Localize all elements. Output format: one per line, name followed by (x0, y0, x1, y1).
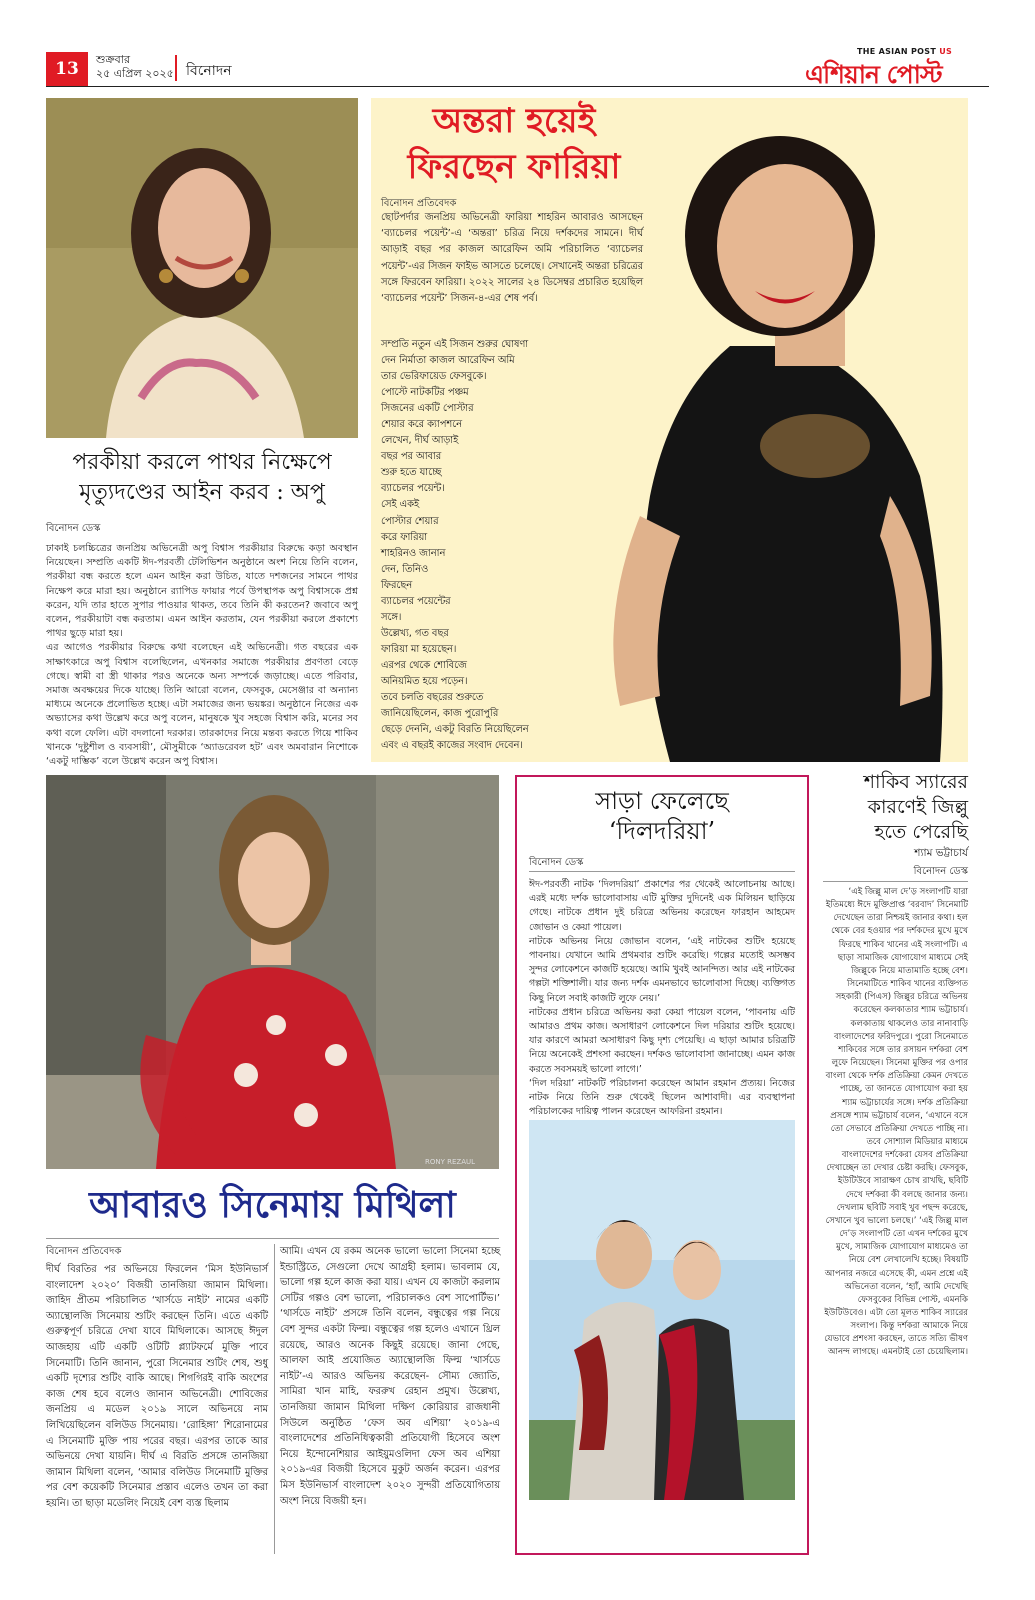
faria-headline-line1: অন্তরা হয়েই (432, 101, 596, 141)
dildoriya-rule (529, 871, 795, 872)
faria-line: শাহরিনও জানান (381, 547, 446, 559)
faria-line: ফিরছেন (381, 579, 413, 591)
section-name: বিনোদন (186, 63, 232, 79)
shakib-headline (823, 770, 968, 845)
faria-line: করে ফারিয়া (381, 531, 428, 543)
faria-line: দেন নির্মাতা কাজল আরেফিন অমি (381, 355, 515, 367)
mithila-headline: আবারও সিনেমায় মিথিলা (89, 1184, 456, 1226)
dildoriya-headline-line1: সাড়া ফেলেছে (595, 787, 729, 815)
date-block (96, 53, 174, 81)
apu-paragraph-2: এর আগেও পরকীয়ার বিরুদ্ধে কথা বলেছেন এই অভিনেত্রী। গত বছরের এক সাক্ষাৎকারে অপু বিশ্বাস বলেছিলেন, এখনকার সমাজে পরকীয়ার প্রবণতা বেড়ে গেছে। স্বামী বা স্ত্রী থাকার পরও অনেকে অন্য সম্পর্কে জড়াচ্ছে। এতে পরিবার, সমাজ অবক্ষয়ের দিকে যাচ্ছে। তিনি আরো বলেন, ফেসবুক, মেসেঞ্জার বা অন্যান্য মাধ্যমে অনেকে প্রলোভিত হচ্ছে। এটা সমাজের জন্য ভয়ঙ্কর। অনুষ্ঠানে নিজের এক অভ্যাসের কথা উল্লেখ করে অপু বলেন, মানুষকে খুব সহজে বিশ্বাস করি, মনের সব কথা বলে ফেলি। এটা বদলানো দরকার। তারকাদের নিয়ে মন্তব্য করতে গিয়ে শাকিব খানকে ‘দুষ্টুশীল ও ব্যবসায়ী’, মৌসুমীকে ‘অ্যাডরেবল হট’ এবং অমবারান নিশোকে ‘একটু দাম্ভিক’ বলে উল্লেখ করেন অপু বিশ্বাস। (46, 642, 358, 768)
apu-byline: বিনোদন ডেস্ক (46, 523, 101, 534)
masthead-logo: এশিয়ান পোস্ট (805, 60, 942, 89)
dildoriya-photo (529, 1120, 795, 1500)
mithila-col1: দীর্ঘ বিরতির পর অভিনয়ে ফিরলেন ‘মিস ইউনিভার্স বাংলাদেশ ২০২০’ বিজয়ী তানজিয়া জামান মিথিলা। জাহিদ প্রীতম পরিচালিত ‘খার্সডে নাইট’ নামের একটি অ্যান্থোলজি সিনেমায় শুটিং করছেন তিনি। এতে একটি গুরুত্বপূর্ণ চরিত্রে দেখা যাবে মিথিলাকে। আসছে ঈদুল আজহায় এটি একটি ওটিটি প্ল্যাটফর্মে মুক্তি পাবে সিনেমাটি। তিনি জানান, পুরো সিনেমার শুটিং শেষ, শুধু একটি দৃশ্যের শুটিং বাকি আছে। শিগগিরই বাকি অংশের কাজ শেষ হবে বলেও জানান অভিনেত্রী। শোবিজের জনপ্রিয় এ মডেল ২০১৯ সালে অভিনয়ে নাম লিখিয়েছিলেন বলিউড সিনেমায়। ‘রোহিঙ্গা’ শিরোনামের এ সিনেমাটি মুক্তি পায় পরের বছর। এরপর তাকে আর অভিনয়ে দেখা যায়নি। দীর্ঘ এ বিরতি প্রসঙ্গে তানজিয়া জামান মিথিলা বলেন, ‘আমার বলিউড সিনেমাটি মুক্তির পর বেশ কয়েকটি সিনেমার প্রস্তাব এলেও তখন তা করা হয়নি। তা ছাড়া মডেলিং নিয়েই বেশ ব্যস্ত ছিলাম (46, 1264, 268, 1509)
faria-byline: বিনোদন প্রতিবেদক (381, 198, 457, 209)
dildoriya-paragraph-4: ‘দিল দরিয়া’ নাটকটি পরিচালনা করেছেন আমান রহমান প্রত্যয়। নিজের নাটক নিয়ে তিনি শুরু থেকেই ছিলেন আশাবাদী। এর ব্যবস্থাপনা পরিচালকের দায়িত্ব পালন করেছেন আফরিনা রহমান। (529, 1077, 795, 1118)
faria-line: তার ভেরিফায়েড ফেসবুকে। (381, 371, 487, 383)
dildoriya-paragraph-3: নাটকের প্রধান চরিত্রে অভিনয় করা কেয়া পায়েল বলেন, ‘পাবনায় এটি আমারও প্রথম কাজ। অসাধারণ লোকেশনে দিল দরিয়ার শুটিং হয়েছে। যার কারণে আমরা অসাধারণ কিছু দৃশ্য পেয়েছি। এ ছাড়া আমার চরিত্রটি নিয়ে অনেকেই প্রশংসা করছেন। দর্শকও ভালোবাসা জানাচ্ছে। এমন কাজ করতে সবসময়ই ভালো লাগে।’ (529, 1006, 795, 1075)
page-number: 13 (46, 52, 88, 86)
faria-headline-line2: ফিরছেন ফারিয়া (407, 147, 621, 187)
faria-line: দেন, তিনিও (381, 563, 429, 575)
shakib-rule (823, 881, 968, 882)
faria-body-lines (381, 337, 641, 754)
faria-line: সম্প্রতি নতুন এই সিজন শুরুর ঘোষণা (381, 339, 529, 350)
faria-line: অনিয়মিত হয়ে পড়েন। (381, 675, 468, 687)
faria-line: এবং এ বছরই কাজের সংবাদ দেবেন। (381, 740, 523, 752)
masthead-english-text: THE ASIAN POST (857, 47, 937, 56)
dildoriya-paragraph-2: নাটকে অভিনয় নিয়ে জোভান বলেন, ‘এই নাটকের শুটিং হয়েছে পাবনায়। যেখানে আমি প্রথমবার শুটিং করেছি। গল্পের মতোই অসম্ভব সুন্দর লোকেশনে কাজটি হয়েছে। আমি খুবই আনন্দিত। আর এই নাটকের গল্পটা শক্তিশালী। যার জন্য দর্শক এমনভাবে ভালোবাসা দিচ্ছে। ব্যক্তিগত কিছু নিলে সবাই কাজটি লুফে নেয়।’ (529, 935, 795, 1004)
header-rule (46, 86, 989, 87)
dildoriya-byline: বিনোদন ডেস্ক (529, 857, 584, 868)
mithila-col-divider (274, 1244, 275, 1554)
faria-line: ব্যাচেলর পয়েন্ট। (381, 483, 445, 495)
apu-headline (46, 448, 358, 508)
faria-intro: ছোটপর্দার জনপ্রিয় অভিনেত্রী ফারিয়া শাহরিন আবারও আসছেন ‘ব্যাচেলর পয়েন্ট’-এ ‘অন্তরা’ চরিত্র নিয়ে দর্শকদের সামনে। দীর্ঘ আড়াই বছর পর কাজল আরেফিন অমি পরিচালিত ‘ব্যাচেলর পয়েন্ট’-এর সিজন ফাইভ আসতে চলেছে। সেখানেই অন্তরা চরিত্রের সঙ্গে ফিরবেন ফারিয়া। ২০২২ সালের ২৪ ডিসেম্বর প্রচারিত হয়েছিল ‘ব্যাচেলর পয়েন্ট’ সিজন-৪-এর শেষ পর্ব। (381, 212, 643, 305)
apu-photo (46, 98, 358, 438)
dildoriya-paragraph-1: ঈদ-পরবর্তী নাটক ‘দিলদরিয়া’ প্রকাশের পর থেকেই আলোচনায় আছে। এরই মধ্যে দর্শক ভালোবাসায় এটি মুক্তির দুদিনেই এক মিলিয়ন ছাড়িয়ে গেছে। নাটকে প্রধান দুই চরিত্রে অভিনয় করেছেন ফারহান আহমেদ জোভান ও কেয়া পায়েল। (529, 879, 795, 933)
mithila-byline: বিনোদন প্রতিবেদক (46, 1246, 122, 1257)
faria-line: ফারিয়া মা হয়েছেন। (381, 643, 457, 655)
masthead-us: US (939, 47, 953, 56)
faria-headline (388, 98, 640, 190)
faria-line: উল্লেখ্য, গত বছর (381, 627, 449, 639)
shakib-headline-line1: শাকিব স্যারের (863, 771, 968, 793)
shakib-headline-line3: হতে পেরেছি (874, 821, 968, 843)
faria-line: পোস্টার শেয়ার (381, 515, 439, 527)
faria-line: বছর পর আবার (381, 451, 442, 463)
mithila-photo (46, 775, 499, 1169)
dildoriya-headline (520, 786, 804, 846)
mithila-photo-credit: RONY REZAUL (425, 1158, 476, 1166)
shakib-body: ‘এই জিল্লু মাল দে’ড় সংলাপটি যারা ইতিমধ্যে ঈদে মুক্তিপ্রাপ্ত ‘বরবাদ’ সিনেমাটি দেখেছেন তারা নিশ্চয়ই জানার কথা। হল থেকে বের হওয়ার পর দর্শকদের মুখে মুখে ফিরছে শাকিব খানের এই সংলাপটি। এ ছাড়া সামাজিক যোগাযোগ মাধ্যমে সেই জিল্লুকে নিয়ে মাতামাতি হচ্ছে বেশ। সিনেমাটিতে শাকিব খানের ব্যক্তিগত সহকারী (পিএস) জিল্লুর চরিত্রে অভিনয় করেছেন কলকাতার শ্যাম ভট্টাচার্য। কলকাতায় থাকলেও তার নানাবাড়ি বাংলাদেশের ফরিদপুরে। পুরো সিনেমাতে শাকিবের সঙ্গে তার রসায়ন দর্শকরা বেশ লুফে নিয়েছেন। সিনেমা মুক্তির পর ওপার বাংলা থেকে দর্শক প্রতিক্রিয়া কেমন দেখতে পাচ্ছে, তা জানতে যোগাযোগ করা হয় শ্যাম ভট্টাচার্যের সঙ্গে। দর্শক প্রতিক্রিয়া প্রসঙ্গে শ্যাম ভট্টাচার্য বলেন, ‘এখানে বসে তো সেভাবে প্রতিক্রিয়া দেখতে পাচ্ছি না। তবে সোশ্যাল মিডিয়ার মাধ্যমে বাংলাদেশের দর্শকেরা যেসব প্রতিক্রিয়া দেখাচ্ছেন তা দেখার চেষ্টা করছি। ফেসবুক, ইউটিউবে সারাক্ষণ চোখ রাখছি, ছবিটি দেখে দর্শকরা কী বলছে জানার জন্য। দেখলাম ছবিটি সবাই খুব পছন্দ করেছে, সেখানে খুব ভালো চলছে।’ ‘এই জিল্লু মাল দে’ড় সংলাপটি তো এখন দর্শকের মুখে মুখে, সামাজিক যোগাযোগ মাধ্যমেও তা নিয়ে বেশ লেখালেখি হচ্ছে। বিষয়টি আপনার নজরে এসেছে কী, এমন প্রশ্নে এই অভিনেতা বলেন, ‘হ্যাঁ, আমি দেখেছি ফেসবুকের বিভিন্ন পোস্ট, এমনকি ইউটিউবেও। এটা তো মূলত শাকিব স্যারের সংলাপ। কিন্তু দর্শকরা আমাকে নিয়ে যেভাবে প্রশংসা করছেন, তাতে সত্যি ভীষণ আনন্দ লাগছে। এমনটাই তো চেয়েছিলাম। (824, 887, 968, 1358)
faria-line: ব্যাচেলর পয়েন্টের (381, 595, 451, 607)
faria-line: সিজনের একটি পোস্টার (381, 403, 474, 415)
apu-headline-line2: মৃত্যুদণ্ডের আইন করব : অপু (79, 480, 325, 505)
section-divider (175, 55, 177, 81)
faria-line: লেখেন, দীর্ঘ আড়াই (381, 435, 459, 447)
weekday: শুক্রবার (96, 53, 131, 66)
faria-line: শেয়ার করে ক্যাপশনে (381, 419, 462, 431)
date: ২৫ এপ্রিল ২০২৫ (96, 67, 174, 80)
apu-body (46, 542, 358, 769)
shakib-headline-line2: কারণেই জিল্লু (867, 796, 968, 818)
dildoriya-headline-line2: ‘দিলদরিয়া’ (608, 817, 716, 845)
apu-paragraph-1: ঢাকাই চলচ্চিত্রের জনপ্রিয় অভিনেত্রী অপু বিশ্বাস পরকীয়ার বিরুদ্ধে কড়া অবস্থান নিয়েছেন। সম্প্রতি একটি ঈদ-পরবর্তী টেলিভিশন অনুষ্ঠানে অংশ নিয়ে তিনি বলেন, পরকীয়া বন্ধ করতে হলে এমন আইন করা উচিত, যাতে দশজনের সামনে পাথর নিক্ষেপ করে মারা হয়। অনুষ্ঠানে র‍্যাপিড ফায়ার পর্বে উপস্থাপক অপু বিশ্বাসকে প্রশ্ন করেন, যদি তার হাতে সুপার পাওয়ার থাকত, তবে তিনি কী করতেন? জবাবে অপু বলেন, পরকীয়াটা বন্ধ করতাম। এমন আইন করতাম, যেন পরকীয়া করলে প্রকাশ্যে পাথর ছুড়ে মারা হয়। (46, 543, 358, 640)
dildoriya-body (529, 878, 795, 1119)
faria-line: সেই একই (381, 499, 420, 511)
mithila-rule (46, 1238, 499, 1239)
faria-line: সঙ্গে। (381, 611, 402, 623)
faria-line: ছেড়ে দেননি, একটু বিরতি নিয়েছিলেন (381, 724, 529, 736)
faria-line: শুরু হতে যাচ্ছে (381, 467, 442, 479)
shakib-author: শ্যাম ভট্টাচার্য (914, 847, 968, 859)
faria-line: পোস্টে নাটকটির পঞ্চম (381, 387, 469, 399)
faria-line: জানিয়েছিলেন, কাজ পুরোপুরি (381, 708, 499, 720)
shakib-byline: বিনোদন ডেস্ক (913, 866, 968, 877)
apu-headline-line1: পরকীয়া করলে পাথর নিক্ষেপে (72, 450, 332, 475)
mithila-col2: আমি। এখন যে রকম অনেক ভালো ভালো সিনেমা হচ্ছে ইন্ডাস্ট্রিতে, সেগুলো দেখে আগ্রহী হলাম। ভাবলাম যে, ভালো গল্প হলে কাজ করা যায়। এখন যে কাজটা করলাম সেটির গল্পও বেশ ভালো, পরিচালকও বেশ সাপোর্টিভ।’ ‘থার্সডে নাইট’ প্রসঙ্গে তিনি বলেন, বন্ধুত্বের গল্প নিয়ে বেশ সুন্দর একটা ফিল্ম। বন্ধুত্বের গল্প হলেও এখানে থ্রিল রয়েছে, আরও অনেক কিছুই রয়েছে। জানা গেছে, আলফা আই প্রযোজিত অ্যান্থোলজি ফিল্ম ‘খার্সডে নাইট’-এ আরও অভিনয় করেছেন- সৌম্য জ্যোতি, সামিরা খান মাহি, ফররুখ রেহান প্রমুখ। উল্লেখ্য, তানজিয়া জামান মিথিলা দক্ষিণ কোরিয়ার রাজধানী সিউলে অনুষ্ঠিত ‘ফেস অব এশিয়া’ ২০১৯-এ বাংলাদেশের প্রতিনিধিত্বকারী প্রতিযোগী হিসেবে অংশ নিয়ে ইন্দোনেশিয়ার আইয়ুমওলিদা ফেস অব এশিয়া ২০১৯-এর বিজয়ী হিসেবে মুকুট অর্জন করেন। এরপর মিস ইউনিভার্স বাংলাদেশ ২০২০ সুন্দরী প্রতিযোগিতায় অংশ নিয়ে বিজয়ী হন। (280, 1246, 500, 1507)
faria-line: এরপর থেকে শোবিজে (381, 659, 467, 671)
faria-line: তবে চলতি বছরের শুরুতে (381, 692, 484, 704)
